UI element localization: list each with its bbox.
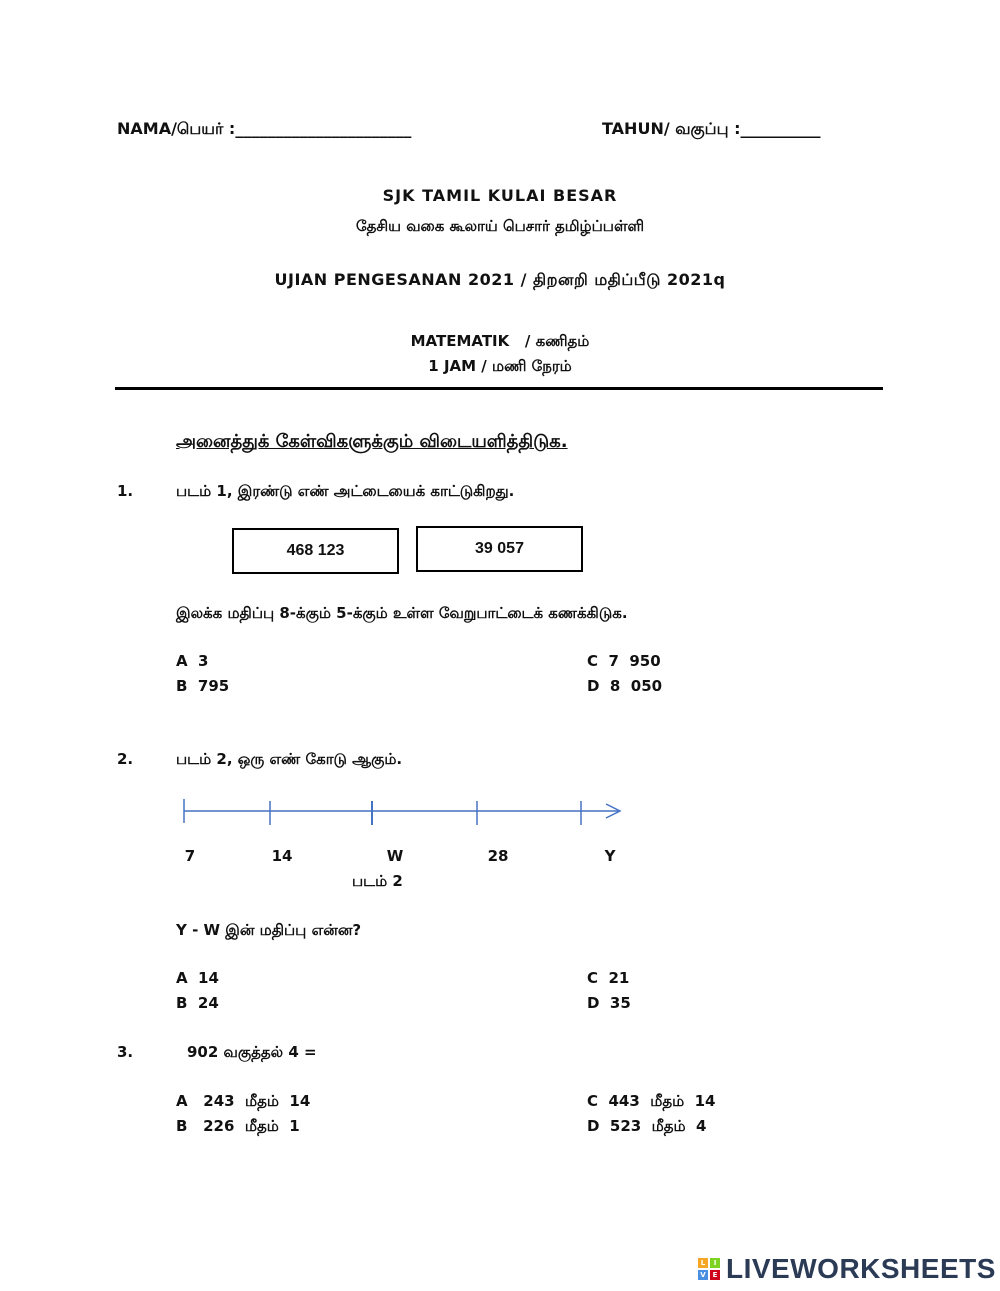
q1-option-d[interactable]: D 8 050 <box>587 677 663 695</box>
number-line <box>0 795 1000 835</box>
q1-option-c[interactable]: C 7 950 <box>587 652 661 670</box>
exam-title: UJIAN PENGESANAN 2021 / திறனறி மதிப்பீடு 2021q <box>274 270 726 289</box>
q1-option-b[interactable]: B 795 <box>176 677 230 695</box>
logo-block-v: V <box>698 1270 708 1280</box>
question-1-text: படம் 1, இரண்டு எண் அட்டையைக் காட்டுகிறது. <box>176 482 515 500</box>
question-3-number: 3. <box>117 1043 134 1061</box>
q2-option-c[interactable]: C 21 <box>587 969 630 987</box>
logo-wordmark: LIVEWORKSHEETS <box>726 1253 996 1284</box>
year-field-label: TAHUN/ வகுப்பு :__________ <box>602 119 821 138</box>
question-1-number: 1. <box>117 482 134 500</box>
subject-title: MATEMATIK / கணிதம் <box>410 332 590 350</box>
q2-option-a[interactable]: A 14 <box>176 969 219 987</box>
q3-option-b[interactable]: B 226 மீதம் 1 <box>176 1117 300 1135</box>
number-line-label-3: W <box>386 847 404 865</box>
header-divider <box>115 387 883 390</box>
number-line-label-2: 14 <box>271 847 293 865</box>
question-2-prompt: Y - W இன் மதிப்பு என்ன? <box>176 921 362 939</box>
number-card-1: 468 123 <box>232 528 399 574</box>
instruction-text: அனைத்துக் கேள்விகளுக்கும் விடையளித்திடுக. <box>176 431 568 452</box>
logo-blocks-icon <box>698 1258 720 1280</box>
school-name-malay: SJK TAMIL KULAI BESAR <box>382 186 618 205</box>
q2-option-d[interactable]: D 35 <box>587 994 631 1012</box>
school-name-tamil: தேசிய வகை கூலாய் பெசார் தமிழ்ப்பள்ளி <box>355 217 645 235</box>
q3-option-d[interactable]: D 523 மீதம் 4 <box>587 1117 707 1135</box>
q3-option-c[interactable]: C 443 மீதம் 14 <box>587 1092 716 1110</box>
number-line-caption: படம் 2 <box>352 872 403 890</box>
name-field-label: NAMA/பெயர் :______________________ <box>117 119 412 138</box>
duration-label: 1 JAM / மணி நேரம் <box>428 357 572 375</box>
logo-block-l: L <box>698 1258 708 1268</box>
number-line-label-1: 7 <box>184 847 196 865</box>
liveworksheets-logo[interactable] <box>698 1253 998 1285</box>
question-2-number: 2. <box>117 750 134 768</box>
number-card-2: 39 057 <box>416 526 583 572</box>
q3-option-a[interactable]: A 243 மீதம் 14 <box>176 1092 311 1110</box>
q1-option-a[interactable]: A 3 <box>176 652 209 670</box>
question-2-text: படம் 2, ஒரு எண் கோடு ஆகும். <box>176 750 403 768</box>
q2-option-b[interactable]: B 24 <box>176 994 219 1012</box>
question-1-prompt: இலக்க மதிப்பு 8-க்கும் 5-க்கும் உள்ள வேறுபாட்டைக் கணக்கிடுக. <box>176 604 628 622</box>
logo-block-i: I <box>710 1258 720 1268</box>
number-line-label-5: Y <box>604 847 616 865</box>
number-line-label-4: 28 <box>487 847 509 865</box>
logo-block-e: E <box>710 1270 720 1280</box>
question-3-text: 902 வகுத்தல் 4 = <box>187 1043 317 1061</box>
